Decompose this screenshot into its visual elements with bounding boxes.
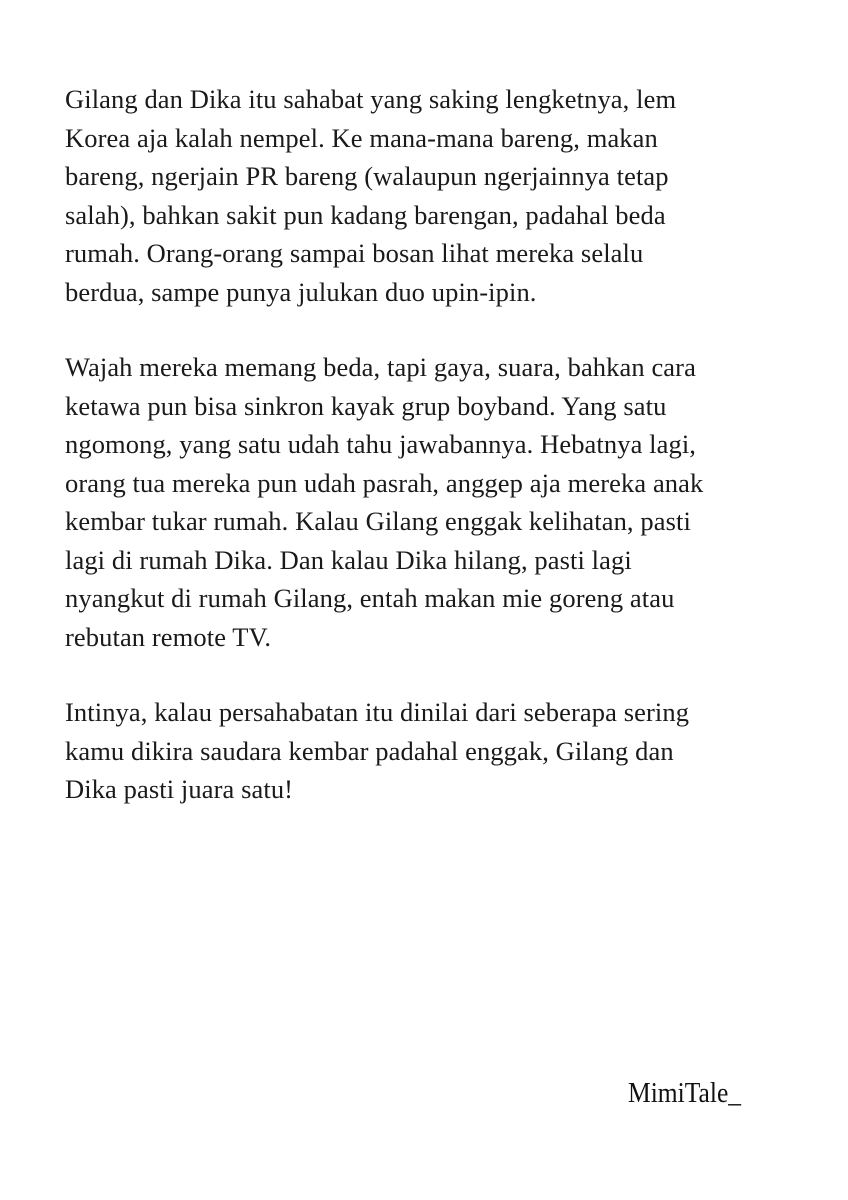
story-body: [65, 80, 805, 809]
paragraph-line: Dika pasti juara satu!: [65, 774, 294, 804]
paragraph-line: salah), bahkan sakit pun kadang barengan, padahal beda: [65, 199, 666, 230]
paragraph-line: ngomong, yang satu udah tahu jawabannya. Hebatnya lagi,: [65, 429, 697, 459]
paragraph-line: bareng, ngerjain PR bareng (walaupun ngerjainnya tetap: [65, 161, 669, 191]
paragraph-1: [65, 80, 805, 311]
paragraph-line: orang tua mereka pun udah pasrah, anggep aja mereka anak: [65, 467, 704, 498]
author-signature: MimiTale_: [628, 1077, 742, 1109]
paragraph-2: [65, 348, 805, 656]
paragraph-line: ketawa pun bisa sinkron kayak grup boyband. Yang satu: [65, 390, 667, 421]
paragraph-line: Korea aja kalah nempel. Ke mana-mana bareng, makan: [65, 122, 658, 153]
paragraph-line: rebutan remote TV.: [65, 621, 272, 652]
paragraph-line: Wajah mereka memang beda, tapi gaya, suara, bahkan cara: [65, 352, 696, 382]
paragraph-line: lagi di rumah Dika. Dan kalau Dika hilang, pasti lagi: [65, 544, 632, 575]
paragraph-line: Intinya, kalau persahabatan itu dinilai dari seberapa sering: [65, 697, 690, 727]
paragraph-3: [65, 693, 805, 809]
paragraph-line: Gilang dan Dika itu sahabat yang saking lengketnya, lem: [65, 84, 677, 114]
paragraph-line: nyangkut di rumah Gilang, entah makan mie goreng atau: [65, 583, 675, 613]
paragraph-line: kembar tukar rumah. Kalau Gilang enggak kelihatan, pasti: [65, 506, 691, 536]
paragraph-line: kamu dikira saudara kembar padahal enggak, Gilang dan: [65, 735, 674, 766]
paragraph-line: rumah. Orang-orang sampai bosan lihat mereka selalu: [65, 238, 644, 268]
paragraph-line: berdua, sampe punya julukan duo upin-ipin.: [65, 276, 537, 307]
paragraph-spacer: [65, 656, 805, 693]
paragraph-spacer: [65, 311, 805, 348]
